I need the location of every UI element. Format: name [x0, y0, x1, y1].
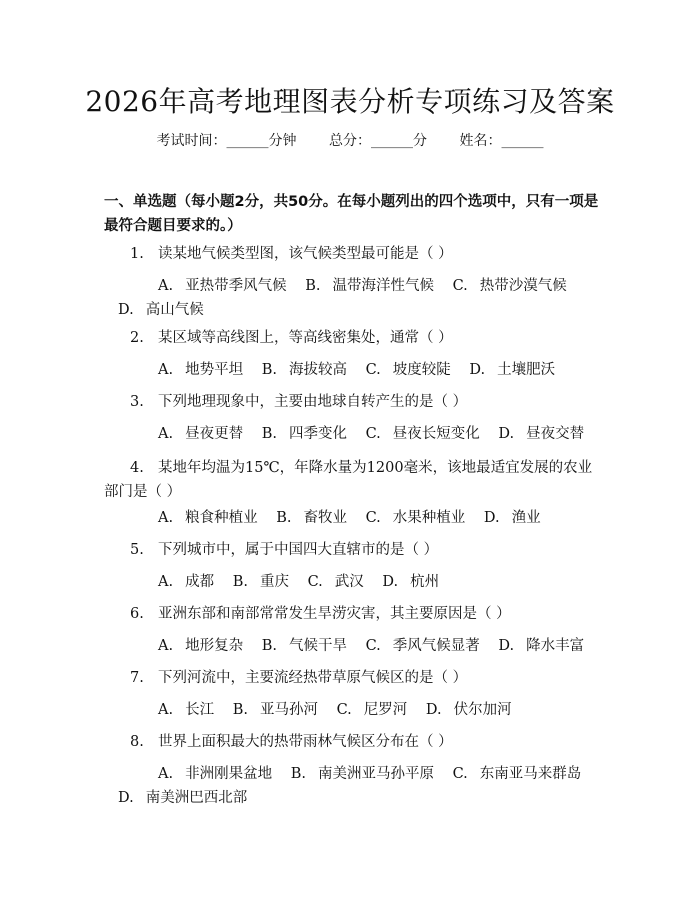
question-text: 读某地气候类型图，该气候类型最可能是（ ）: [158, 246, 453, 262]
question-3-options: [104, 422, 604, 446]
option-d: D. 渔业: [483, 510, 541, 526]
score-field: 总分：______分: [329, 133, 427, 149]
question-number: 8.: [130, 734, 144, 750]
question-1: [104, 242, 604, 266]
option-d: D. 土壤肥沃: [469, 362, 556, 378]
option-d: D. 杭州: [382, 574, 440, 590]
question-number: 3.: [130, 394, 144, 410]
option-a: A. 非洲刚果盆地: [158, 766, 273, 782]
question-number: 2.: [130, 330, 144, 346]
question-5: [104, 538, 604, 562]
name-field: 姓名：______: [459, 133, 544, 149]
question-4-options: [104, 506, 604, 530]
option-b: B. 气候干旱: [261, 638, 347, 654]
option-d: D. 降水丰富: [498, 638, 585, 654]
option-c: C. 昼夜长短变化: [365, 426, 480, 442]
option-a: A. 长江: [158, 702, 215, 718]
question-2-options: [104, 358, 604, 382]
option-c: C. 东南亚马来群岛: [452, 766, 582, 782]
question-number: 1.: [130, 246, 144, 262]
option-a: A. 亚热带季风气候: [158, 278, 287, 294]
option-a: A. 粮食种植业: [158, 510, 258, 526]
question-1-options: [104, 274, 604, 322]
question-text: 下列地理现象中，主要由地球自转产生的是（ ）: [158, 394, 468, 410]
question-8-options: [104, 762, 604, 810]
question-number: 7.: [130, 670, 144, 686]
option-b: B. 畜牧业: [276, 510, 347, 526]
option-b: B. 四季变化: [261, 426, 347, 442]
option-b: B. 海拔较高: [261, 362, 347, 378]
question-6-options: [104, 634, 604, 658]
exam-meta: [0, 130, 700, 150]
option-b: B. 温带海洋性气候: [305, 278, 434, 294]
question-7: [104, 666, 604, 690]
question-3: [104, 390, 604, 414]
question-text: 世界上面积最大的热带雨林气候区分布在（ ）: [158, 734, 453, 750]
option-d: D. 昼夜交替: [498, 426, 585, 442]
option-c: C. 热带沙漠气候: [452, 278, 567, 294]
question-6: [104, 602, 604, 626]
question-text: 亚洲东部和南部常常发生旱涝灾害，其主要原因是（ ）: [158, 606, 511, 622]
section-heading: 一、单选题（每小题2分，共50分。在每小题列出的四个选项中，只有一项是最符合题目要求的。）: [104, 194, 599, 234]
option-c: C. 水果种植业: [365, 510, 466, 526]
option-d: D. 伏尔加河: [425, 702, 512, 718]
option-a: A. 成都: [158, 574, 215, 590]
option-c: C. 坡度较陡: [365, 362, 451, 378]
question-7-options: [104, 698, 604, 722]
question-2: [104, 326, 604, 350]
question-number: 5.: [130, 542, 144, 558]
question-text: 下列河流中，主要流经热带草原气候区的是（ ）: [158, 670, 468, 686]
option-a: A. 地形复杂: [158, 638, 244, 654]
option-a: A. 地势平坦: [158, 362, 244, 378]
option-c: C. 武汉: [307, 574, 364, 590]
question-text: 某地年均温为15℃，年降水量为1200毫米，该地最适宜发展的农业部门是（ ）: [104, 460, 593, 500]
time-field: 考试时间：______分钟: [156, 133, 297, 149]
question-text: 下列城市中，属于中国四大直辖市的是（ ）: [158, 542, 439, 558]
question-number: 4.: [130, 460, 144, 476]
question-4: [104, 456, 604, 504]
option-c: C. 季风气候显著: [365, 638, 480, 654]
option-b: B. 亚马孙河: [232, 702, 318, 718]
question-5-options: [104, 570, 604, 594]
question-8: [104, 730, 604, 754]
option-c: C. 尼罗河: [336, 702, 408, 718]
option-d: D. 高山气候: [118, 302, 204, 318]
page-title: 2026年高考地理图表分析专项练习及答案: [85, 85, 615, 118]
option-d: D. 南美洲巴西北部: [118, 790, 248, 806]
question-number: 6.: [130, 606, 144, 622]
question-text: 某区域等高线图上，等高线密集处，通常（ ）: [158, 330, 453, 346]
option-b: B. 南美洲亚马孙平原: [290, 766, 434, 782]
option-b: B. 重庆: [232, 574, 289, 590]
option-a: A. 昼夜更替: [158, 426, 244, 442]
